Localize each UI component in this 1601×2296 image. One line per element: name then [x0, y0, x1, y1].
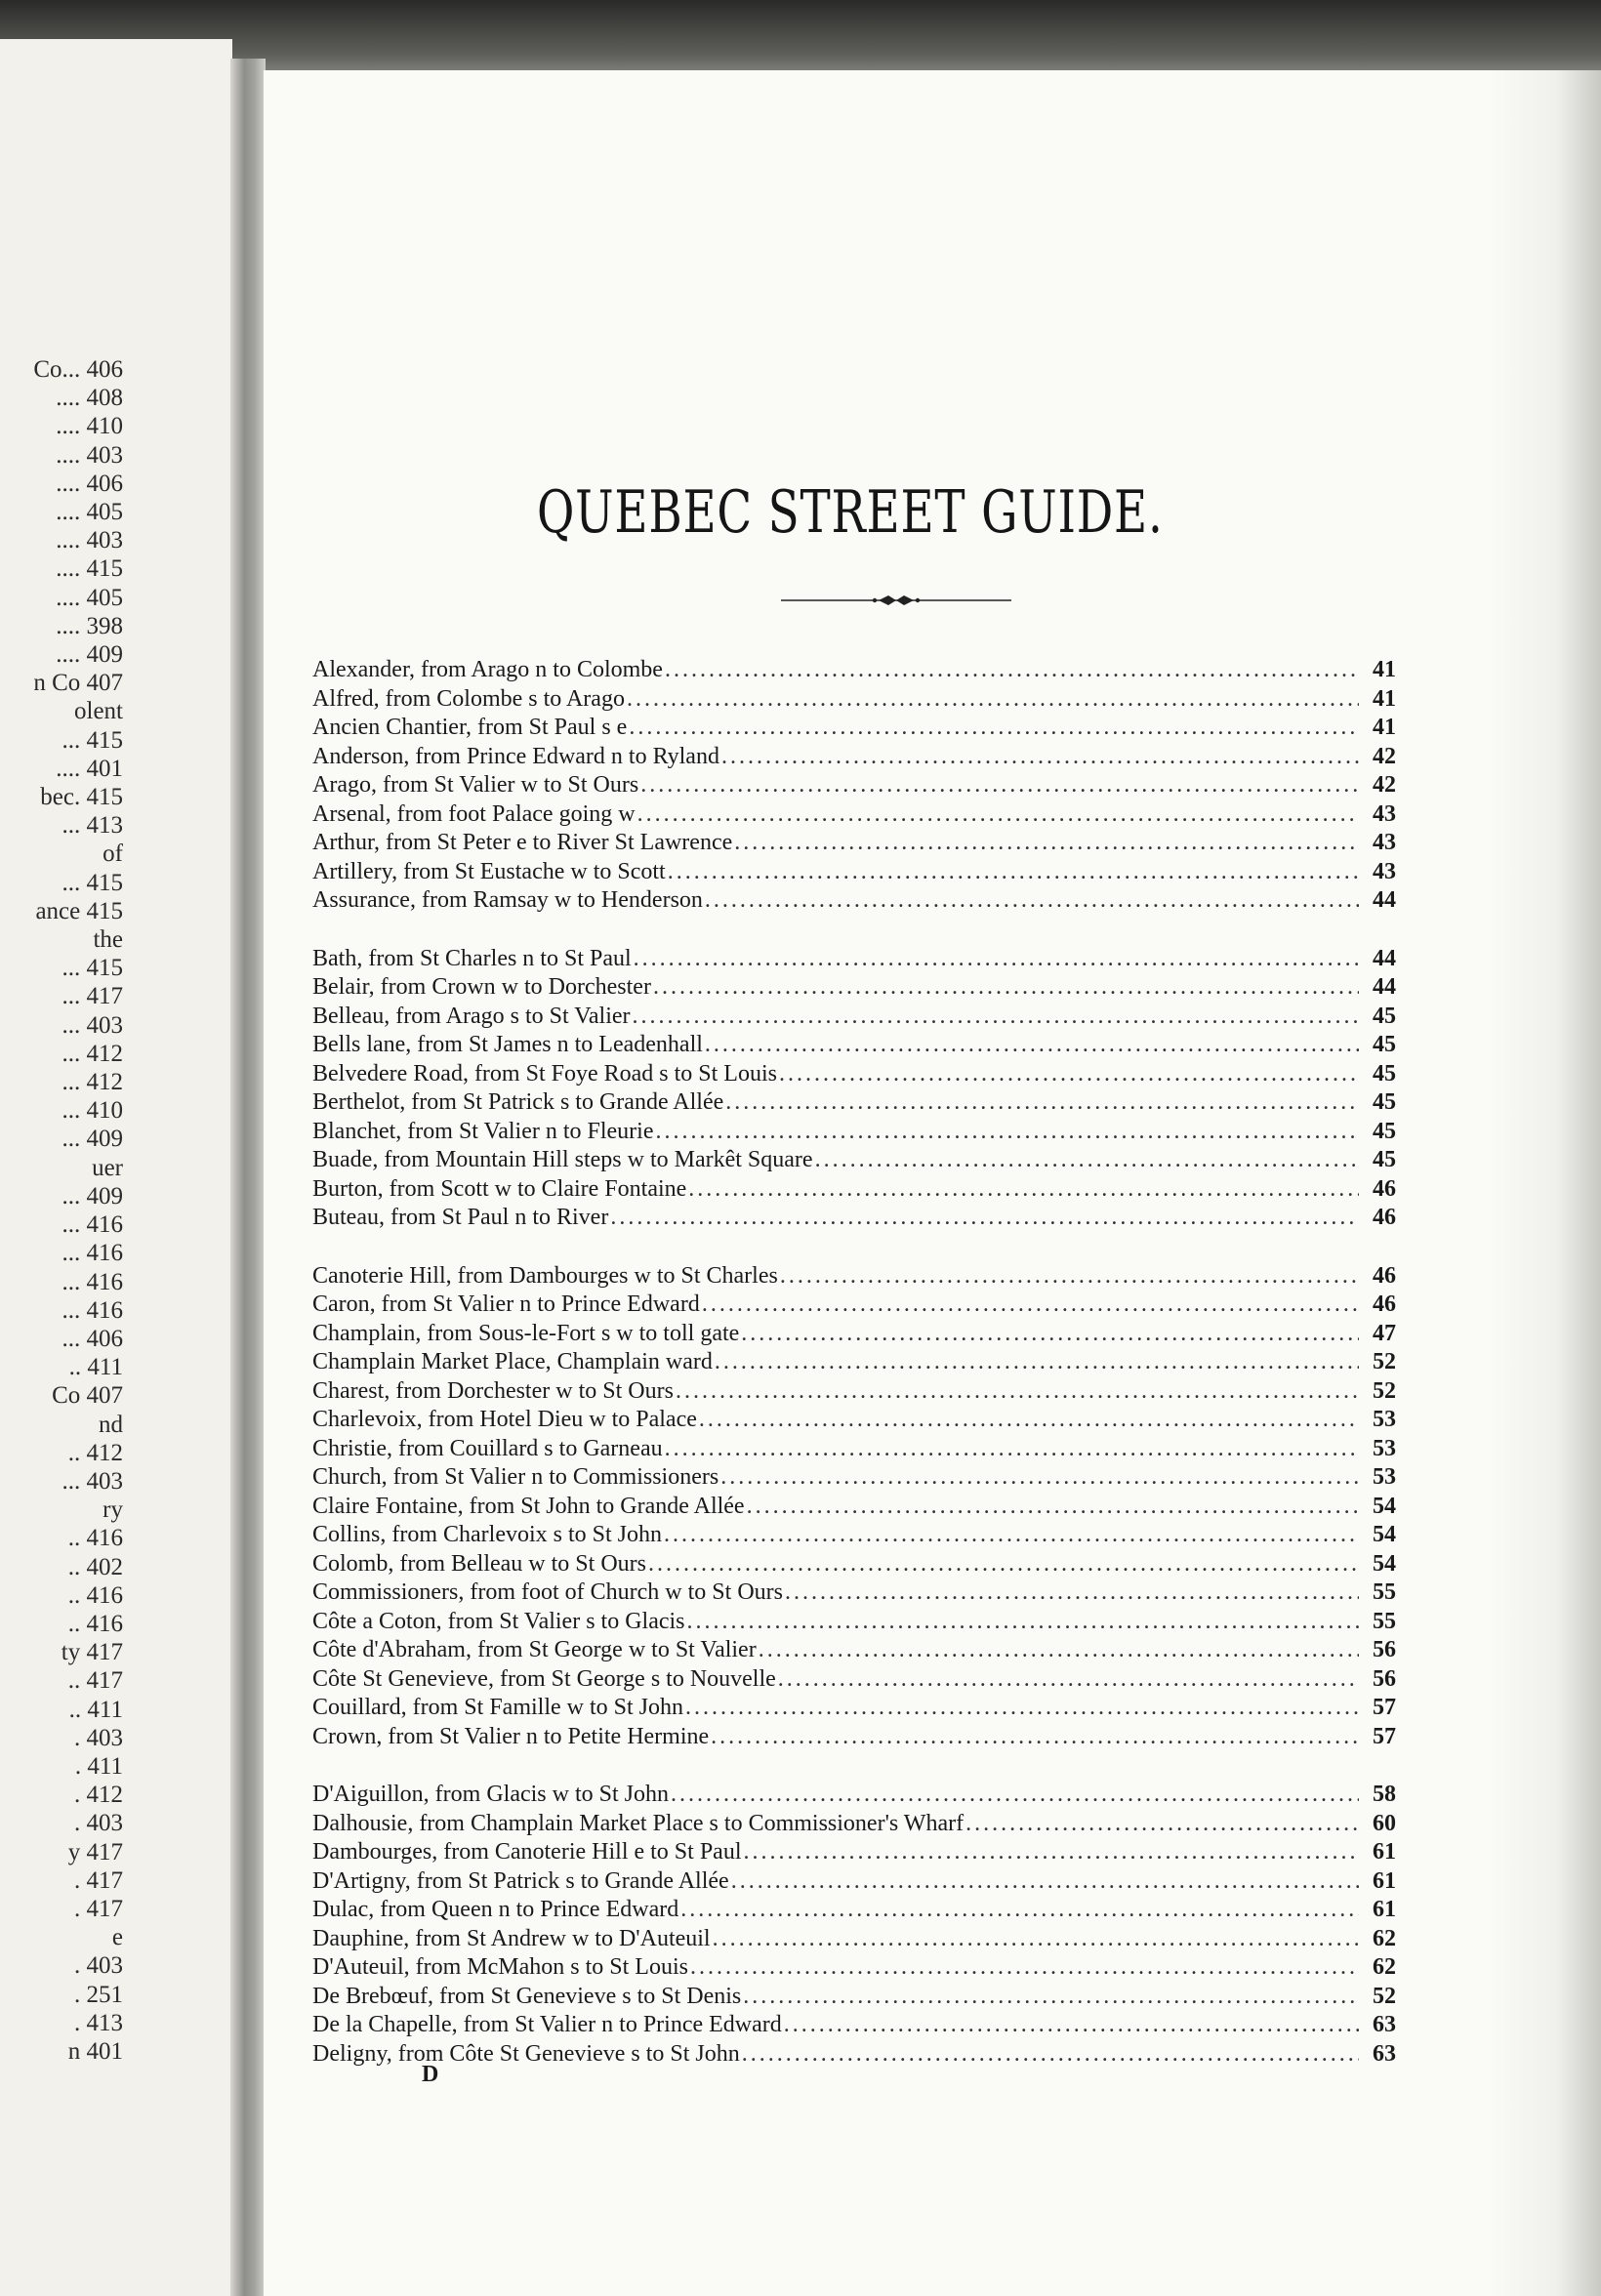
left-page-line: ... 415: [62, 955, 123, 982]
left-page-line: .... 415: [56, 555, 123, 583]
street-description: Buteau, from St Paul n to River: [312, 1205, 609, 1230]
left-page-line: .... 401: [56, 755, 123, 782]
page-number: 46: [1373, 1175, 1396, 1202]
street-entry: [312, 1665, 1396, 1695]
left-page-line: y 417: [67, 1838, 123, 1866]
page-number: 46: [1373, 1205, 1396, 1230]
street-entry: [312, 1723, 1396, 1752]
street-entry: [312, 1204, 1396, 1233]
street-description: Alfred, from Colombe s to Arago: [312, 685, 625, 712]
dot-leader: [633, 1003, 1360, 1032]
page-number: 60: [1373, 1810, 1396, 1836]
page-number: 45: [1373, 1118, 1396, 1144]
street-entry: [312, 1088, 1396, 1118]
street-entry: [312, 1406, 1396, 1435]
dot-leader: [784, 2011, 1359, 2040]
street-description: Church, from St Valier n to Commissioners: [312, 1464, 719, 1490]
dot-leader: [664, 1521, 1359, 1550]
street-description: Artillery, from St Eustache w to Scott: [312, 858, 666, 884]
left-page-line: .. 416: [67, 1525, 123, 1552]
street-entry: [312, 1463, 1396, 1493]
dot-leader: [685, 1694, 1359, 1723]
street-index: [312, 656, 1396, 2098]
dot-leader: [785, 1578, 1359, 1608]
page-number: 57: [1373, 1723, 1396, 1749]
page-number: 57: [1373, 1695, 1396, 1720]
page-number: 46: [1373, 1292, 1396, 1317]
street-entry: [312, 1060, 1396, 1089]
left-page-line: Co 407: [52, 1382, 123, 1410]
street-description: Charest, from Dorchester w to St Ours: [312, 1377, 674, 1404]
street-description: Blanchet, from St Valier n to Fleurie: [312, 1118, 654, 1144]
page-number: 45: [1373, 1032, 1396, 1057]
street-entry: [312, 743, 1396, 772]
dot-leader: [640, 771, 1359, 800]
street-description: Côte d'Abraham, from St George w to St Valier: [312, 1637, 757, 1662]
left-page-line: . 403: [74, 1952, 123, 1980]
page-number: 61: [1373, 1839, 1396, 1865]
street-entry: [312, 1377, 1396, 1407]
dot-leader: [610, 1204, 1359, 1233]
left-page-line: .. 411: [68, 1696, 123, 1723]
dot-leader: [778, 1665, 1359, 1695]
left-page-line: ... 403: [62, 1011, 123, 1039]
page-number: 58: [1373, 1782, 1396, 1807]
dot-leader: [637, 800, 1359, 830]
left-page-line: e: [111, 1924, 123, 1951]
street-description: Bells lane, from St James n to Leadenhall: [312, 1032, 703, 1057]
street-entry: [312, 1435, 1396, 1464]
street-description: Commissioners, from foot of Church w to St Ours: [312, 1579, 783, 1605]
left-page-line: ... 403: [62, 1467, 123, 1495]
left-page-line: .... 405: [56, 584, 123, 611]
street-entry: [312, 1118, 1396, 1147]
dot-leader: [688, 1175, 1359, 1205]
page-number: 44: [1373, 887, 1396, 913]
street-entry: [312, 1838, 1396, 1867]
left-page-line: bec. 415: [40, 784, 123, 811]
page-number: 43: [1373, 830, 1396, 855]
street-entry: [312, 1896, 1396, 1925]
street-description: Champlain, from Sous-le-Fort s w to toll gate: [312, 1320, 740, 1346]
dot-leader: [965, 1810, 1359, 1839]
left-page-line: ... 415: [62, 869, 123, 896]
dot-leader: [715, 1348, 1359, 1377]
left-page: [0, 39, 232, 2296]
left-page-line: the: [93, 926, 123, 954]
left-page-line: ... 417: [62, 983, 123, 1010]
left-page-line: .. 416: [67, 1610, 123, 1637]
street-description: D'Artigny, from St Patrick s to Grande Allée: [312, 1867, 729, 1894]
left-page-line: ... 416: [62, 1296, 123, 1324]
street-entry: [312, 685, 1396, 715]
left-page-line: . 403: [74, 1724, 123, 1751]
dot-leader: [734, 829, 1359, 858]
street-description: Ancien Chantier, from St Paul s e: [312, 715, 628, 740]
dot-leader: [634, 945, 1359, 974]
dot-leader: [668, 858, 1359, 887]
street-description: Bath, from St Charles n to St Paul: [312, 945, 632, 971]
left-page-line: of: [103, 840, 123, 868]
street-description: Champlain Market Place, Champlain ward: [312, 1349, 713, 1374]
book-gutter: [230, 59, 266, 2296]
page-number: 55: [1373, 1579, 1396, 1605]
left-page-line: . 412: [74, 1782, 123, 1809]
street-entry: [312, 1031, 1396, 1060]
left-page-line: ... 416: [62, 1268, 123, 1295]
street-entry: [312, 829, 1396, 858]
street-description: Arthur, from St Peter e to River St Lawrence: [312, 830, 733, 855]
index-letter-group: [312, 1262, 1396, 1752]
dot-leader: [744, 1838, 1360, 1867]
page-number: 45: [1373, 1060, 1396, 1086]
left-page-line: uer: [92, 1154, 123, 1181]
left-page-line: ... 412: [62, 1069, 123, 1096]
dot-leader: [699, 1406, 1359, 1435]
left-page-line: .. 402: [67, 1553, 123, 1580]
street-description: Dambourges, from Canoterie Hill e to St Paul: [312, 1839, 742, 1865]
dot-leader: [680, 1896, 1359, 1925]
street-description: Belair, from Crown w to Dorchester: [312, 974, 651, 1000]
signature-mark: D: [422, 2062, 439, 2087]
street-description: Claire Fontaine, from St John to Grande Allée: [312, 1493, 745, 1519]
street-description: Deligny, from Côte St Genevieve s to St John: [312, 2040, 740, 2067]
dot-leader: [713, 1925, 1359, 1954]
left-page-line: . 411: [74, 1752, 123, 1780]
page-number: 54: [1373, 1550, 1396, 1577]
street-entry: [312, 1291, 1396, 1320]
page-number: 45: [1373, 1089, 1396, 1115]
left-page-line: ... 416: [62, 1211, 123, 1239]
street-entry: [312, 1781, 1396, 1810]
left-page-line: . 417: [74, 1895, 123, 1922]
page-number: 56: [1373, 1637, 1396, 1662]
dot-leader: [653, 973, 1359, 1003]
street-description: D'Auteuil, from McMahon s to St Louis: [312, 1954, 688, 1980]
street-entry: [312, 1694, 1396, 1723]
page-number: 61: [1373, 1867, 1396, 1894]
page-number: 55: [1373, 1608, 1396, 1634]
dot-leader: [780, 1262, 1359, 1292]
street-description: Charlevoix, from Hotel Dieu w to Palace: [312, 1407, 697, 1432]
street-description: Caron, from St Valier n to Prince Edward: [312, 1292, 700, 1317]
left-page-line: .... 405: [56, 499, 123, 526]
street-description: Buade, from Mountain Hill steps w to Markêt Square: [312, 1147, 813, 1172]
left-page-line: n Co 407: [33, 670, 123, 697]
page-number: 61: [1373, 1897, 1396, 1922]
left-page-line: . 251: [74, 1981, 123, 2008]
left-page-line: ... 406: [62, 1325, 123, 1352]
street-description: D'Aiguillon, from Glacis w to St John: [312, 1782, 669, 1807]
left-page-line: .... 408: [56, 385, 123, 412]
street-entry: [312, 1146, 1396, 1175]
street-entry: [312, 1320, 1396, 1349]
street-description: Arago, from St Valier w to St Ours: [312, 772, 639, 798]
street-description: Crown, from St Valier n to Petite Hermine: [312, 1723, 710, 1749]
left-page-line: ... 416: [62, 1240, 123, 1267]
dot-leader: [656, 1118, 1360, 1147]
page-number: 62: [1373, 1925, 1396, 1951]
street-description: Dalhousie, from Champlain Market Place s to Commissioner's Wharf: [312, 1810, 965, 1836]
dot-leader: [648, 1550, 1359, 1579]
left-page-line: ... 409: [62, 1126, 123, 1153]
street-description: Colomb, from Belleau w to St Ours: [312, 1550, 646, 1577]
page-number: 63: [1373, 2012, 1396, 2037]
page-number: 63: [1373, 2040, 1396, 2067]
index-letter-group: [312, 1781, 1396, 2069]
page-number: 53: [1373, 1464, 1396, 1490]
street-entry: [312, 1493, 1396, 1522]
title-ornament-divider: [781, 592, 1011, 609]
dot-leader: [725, 1088, 1359, 1118]
street-entry: [312, 1578, 1396, 1608]
left-page-line: .. 417: [67, 1667, 123, 1695]
left-page-line: ... 413: [62, 812, 123, 840]
dot-leader: [815, 1146, 1359, 1175]
street-entry: [312, 973, 1396, 1003]
page-number: 56: [1373, 1665, 1396, 1692]
street-entry: [312, 945, 1396, 974]
street-entry: [312, 1983, 1396, 2012]
dot-leader: [759, 1636, 1359, 1665]
street-description: Arsenal, from foot Palace going w: [312, 800, 636, 827]
street-description: De la Chapelle, from St Valier n to Prince Edward: [312, 2012, 782, 2037]
dot-leader: [665, 656, 1359, 685]
page-number: 52: [1373, 1983, 1396, 2009]
street-entry: [312, 714, 1396, 743]
dot-leader: [629, 714, 1359, 743]
page-number: 54: [1373, 1493, 1396, 1519]
street-description: Côte St Genevieve, from St George s to Nouvelle: [312, 1665, 776, 1692]
page-number: 47: [1373, 1320, 1396, 1346]
page-number: 52: [1373, 1349, 1396, 1374]
street-entry: [312, 800, 1396, 830]
street-entry: [312, 1175, 1396, 1205]
dot-leader: [627, 685, 1359, 715]
street-description: Alexander, from Arago n to Colombe: [312, 657, 663, 682]
dot-leader: [743, 1983, 1359, 2012]
dot-leader: [687, 1608, 1359, 1637]
street-entry: [312, 1925, 1396, 1954]
left-page-line: ty 417: [61, 1639, 123, 1666]
left-page-fragments: [0, 355, 123, 2066]
left-page-line: . 417: [74, 1866, 123, 1894]
dot-leader: [742, 2040, 1359, 2070]
street-entry: [312, 858, 1396, 887]
street-description: Canoterie Hill, from Dambourges w to St Charles: [312, 1262, 778, 1289]
street-description: Couillard, from St Famille w to St John: [312, 1695, 684, 1720]
street-description: Dauphine, from St Andrew w to D'Auteuil: [312, 1925, 711, 1951]
street-entry: [312, 656, 1396, 685]
page-number: 53: [1373, 1435, 1396, 1461]
left-page-line: ance 415: [35, 897, 123, 924]
page-number: 41: [1373, 685, 1396, 712]
index-letter-group: [312, 656, 1396, 916]
street-description: Côte a Coton, from St Valier s to Glacis: [312, 1608, 685, 1634]
street-description: Anderson, from Prince Edward n to Ryland: [312, 743, 719, 769]
dot-leader: [705, 1031, 1359, 1060]
left-page-line: n 401: [67, 2037, 123, 2065]
street-entry: [312, 1953, 1396, 1983]
street-entry: [312, 1810, 1396, 1839]
dot-leader: [665, 1435, 1359, 1464]
page-number: 41: [1373, 715, 1396, 740]
page-number: 54: [1373, 1522, 1396, 1547]
page-number: 45: [1373, 1147, 1396, 1172]
left-page-line: .... 410: [56, 413, 123, 440]
left-page-line: . 403: [74, 1810, 123, 1837]
street-entry: [312, 1608, 1396, 1637]
page-number: 53: [1373, 1407, 1396, 1432]
page-number: 62: [1373, 1954, 1396, 1980]
street-entry: [312, 1348, 1396, 1377]
street-entry: [312, 886, 1396, 916]
left-page-line: ... 415: [62, 726, 123, 754]
left-page-line: .... 398: [56, 612, 123, 639]
street-description: Dulac, from Queen n to Prince Edward: [312, 1897, 679, 1922]
street-entry: [312, 2040, 1396, 2070]
left-page-line: nd: [99, 1411, 123, 1438]
dot-leader: [721, 743, 1359, 772]
street-entry: [312, 1003, 1396, 1032]
street-description: De Brebœuf, from St Genevieve s to St Denis: [312, 1983, 742, 2009]
page-number: 44: [1373, 974, 1396, 1000]
street-entry: [312, 2011, 1396, 2040]
dot-leader: [747, 1493, 1359, 1522]
street-description: Belleau, from Arago s to St Valier: [312, 1003, 631, 1029]
index-letter-group: [312, 945, 1396, 1233]
street-description: Belvedere Road, from St Foye Road s to St Louis: [312, 1060, 777, 1086]
street-entry: [312, 1550, 1396, 1579]
left-page-line: .. 411: [68, 1354, 123, 1381]
left-page-line: Co... 406: [33, 356, 123, 383]
street-entry: [312, 1636, 1396, 1665]
left-page-line: ... 412: [62, 1040, 123, 1067]
dot-leader: [741, 1320, 1359, 1349]
page-number: 41: [1373, 657, 1396, 682]
left-page-line: olent: [74, 698, 123, 725]
street-entry: [312, 1262, 1396, 1292]
dot-leader: [711, 1723, 1359, 1752]
dot-leader: [779, 1060, 1359, 1089]
dot-leader: [720, 1463, 1359, 1493]
street-description: Christie, from Couillard s to Garneau: [312, 1435, 663, 1461]
page-number: 42: [1373, 743, 1396, 769]
page-number: 45: [1373, 1003, 1396, 1029]
left-page-line: . 413: [74, 2009, 123, 2036]
page-number: 44: [1373, 945, 1396, 971]
page-number: 43: [1373, 800, 1396, 827]
page-number: 42: [1373, 772, 1396, 798]
dot-leader: [702, 1291, 1359, 1320]
left-page-line: ry: [103, 1496, 123, 1524]
street-entry: [312, 1521, 1396, 1550]
dot-leader: [705, 886, 1359, 916]
page-title: QUEBEC STREET GUIDE.: [537, 478, 1164, 547]
dot-leader: [676, 1377, 1359, 1407]
street-description: Burton, from Scott w to Claire Fontaine: [312, 1175, 687, 1202]
page-number: 52: [1373, 1377, 1396, 1404]
dot-leader: [731, 1867, 1359, 1897]
left-page-line: .... 406: [56, 470, 123, 497]
street-description: Collins, from Charlevoix s to St John: [312, 1522, 663, 1547]
left-page-line: ... 409: [62, 1182, 123, 1210]
page-number: 46: [1373, 1262, 1396, 1289]
street-description: Assurance, from Ramsay w to Henderson: [312, 887, 703, 913]
page-edge: [1488, 70, 1601, 2296]
left-page-line: .... 403: [56, 527, 123, 554]
left-page-line: ... 410: [62, 1097, 123, 1125]
street-entry: [312, 771, 1396, 800]
left-page-line: .. 412: [67, 1439, 123, 1466]
street-entry: [312, 1867, 1396, 1897]
dot-leader: [671, 1781, 1359, 1810]
page-number: 43: [1373, 858, 1396, 884]
dot-leader: [690, 1953, 1359, 1983]
street-description: Berthelot, from St Patrick s to Grande Allée: [312, 1089, 724, 1115]
left-page-line: .... 409: [56, 641, 123, 669]
left-page-line: .... 403: [56, 441, 123, 469]
left-page-line: .. 416: [67, 1581, 123, 1609]
